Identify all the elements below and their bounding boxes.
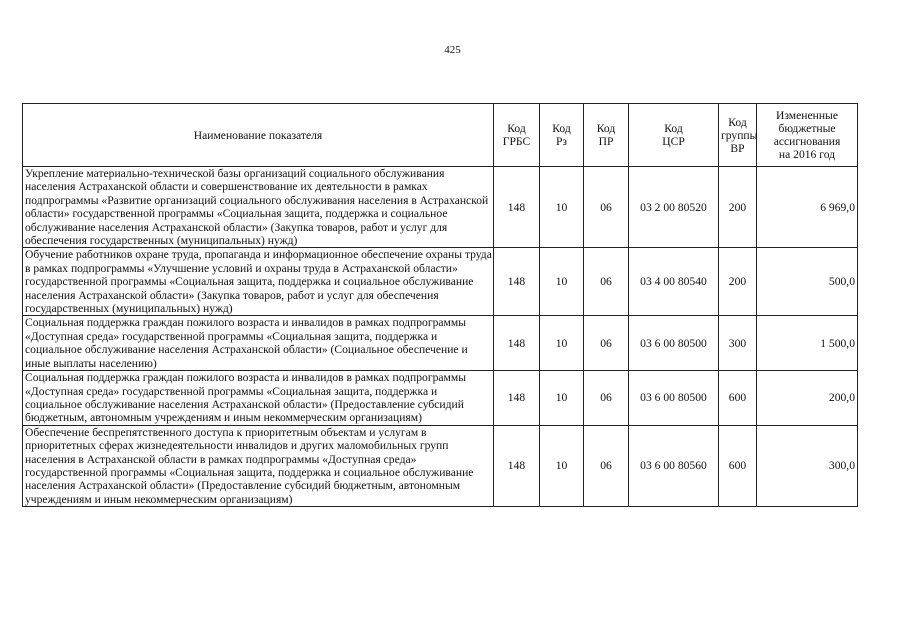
table-row (23, 371, 858, 426)
header-grbs (494, 104, 540, 167)
row-name: Укрепление материально-технической базы организаций социального обслуживания населения Астраханской области и совершенствование их деятельности в рамках подпрограммы «Развитие организаций социального обслуживания населения в Астраханской области» государственной программы «Социальная защита, поддержка и социальное обслуживание населения Астраханской области» (Закупка товаров, работ и услуг для обеспечения государственных (муниципальных) нужд) (23, 167, 494, 248)
row-name: Социальная поддержка граждан пожилого возраста и инвалидов в рамках подпрограммы «Доступная среда» государственной программы «Социальная защита, поддержка и социальное обслуживание населения Астраханской области» (Социальное обеспечение и иные выплаты населению) (23, 316, 494, 371)
row-amount: 500,0 (757, 248, 858, 316)
row-vr: 200 (719, 167, 757, 248)
header-vr-line1: Код (728, 115, 747, 129)
table-header-row (23, 104, 858, 167)
row-amount: 6 969,0 (757, 167, 858, 248)
row-grbs: 148 (494, 425, 540, 506)
row-amount: 200,0 (757, 371, 858, 426)
page-number: 425 (444, 44, 461, 56)
header-amount-line4: на 2016 год (778, 148, 836, 161)
row-rz: 10 (540, 316, 584, 371)
header-pr-line1: Код (596, 122, 616, 135)
row-grbs: 148 (494, 316, 540, 371)
header-vr-line3: ВР (730, 141, 745, 155)
row-amount: 300,0 (757, 425, 858, 506)
header-pr (584, 104, 629, 167)
row-rz: 10 (540, 167, 584, 248)
row-pr: 06 (584, 248, 629, 316)
row-vr: 600 (719, 425, 757, 506)
row-amount: 1 500,0 (757, 316, 858, 371)
row-csr: 03 4 00 80540 (629, 248, 719, 316)
header-vr-line2: группы (721, 128, 758, 142)
row-pr: 06 (584, 316, 629, 371)
row-pr: 06 (584, 167, 629, 248)
budget-allocation-table (22, 103, 858, 507)
row-csr: 03 6 00 80560 (629, 425, 719, 506)
row-name: Обеспечение беспрепятственного доступа к приоритетным объектам и услугам в приоритетных сферах жизнедеятельности инвалидов и других маломобильных групп населения в Астраханской области в рамках подпрограммы «Доступная среда» государственной программы «Социальная защита, поддержка и социальное обслуживание населения Астраханской области» (Предоставление субсидий бюджетным, автономным учреждениям и иным некоммерческим организациям) (23, 425, 494, 506)
header-name-label: Наименование показателя (193, 128, 323, 142)
table-row (23, 316, 858, 371)
header-amount-line3: ассигнования (773, 135, 841, 148)
header-amount-line2: бюджетные (778, 122, 836, 135)
header-rz-line1: Код (552, 122, 571, 135)
header-grbs-line1: Код (507, 122, 526, 135)
table-row (23, 425, 858, 506)
row-csr: 03 6 00 80500 (629, 316, 719, 371)
header-csr-line1: Код (664, 122, 683, 135)
table-row (23, 248, 858, 316)
header-pr-line2: ПР (598, 135, 614, 148)
row-name: Обучение работников охране труда, пропаганда и информационное обеспечение охраны труда в рамках подпрограммы «Улучшение условий и охраны труда в Астраханской области» государственной программы «Социальная защита, поддержка и социальное обслуживание населения Астраханской области» (Закупка товаров, работ и услуг для обеспечения государственных (муниципальных) нужд) (23, 248, 494, 316)
row-name: Социальная поддержка граждан пожилого возраста и инвалидов в рамках подпрограммы «Доступная среда» государственной программы «Социальная защита, поддержка и социальное обслуживание населения Астраханской области» (Предоставление субсидий бюджетным, автономным учреждениям и иным некоммерческим организациям) (23, 371, 494, 426)
row-csr: 03 2 00 80520 (629, 167, 719, 248)
table-row (23, 167, 858, 248)
row-rz: 10 (540, 371, 584, 426)
row-csr: 03 6 00 80500 (629, 371, 719, 426)
row-grbs: 148 (494, 248, 540, 316)
row-pr: 06 (584, 371, 629, 426)
header-name (23, 104, 494, 167)
header-grbs-line2: ГРБС (502, 135, 531, 148)
header-rz-line2: Рз (555, 135, 568, 148)
row-vr: 600 (719, 371, 757, 426)
header-rz (540, 104, 584, 167)
header-amount (757, 104, 858, 167)
header-vr (719, 104, 757, 167)
row-vr: 200 (719, 248, 757, 316)
header-csr-line2: ЦСР (662, 135, 685, 148)
header-csr (629, 104, 719, 167)
header-amount-line1: Измененные (776, 109, 838, 122)
row-grbs: 148 (494, 167, 540, 248)
row-grbs: 148 (494, 371, 540, 426)
row-pr: 06 (584, 425, 629, 506)
row-rz: 10 (540, 248, 584, 316)
row-rz: 10 (540, 425, 584, 506)
row-vr: 300 (719, 316, 757, 371)
